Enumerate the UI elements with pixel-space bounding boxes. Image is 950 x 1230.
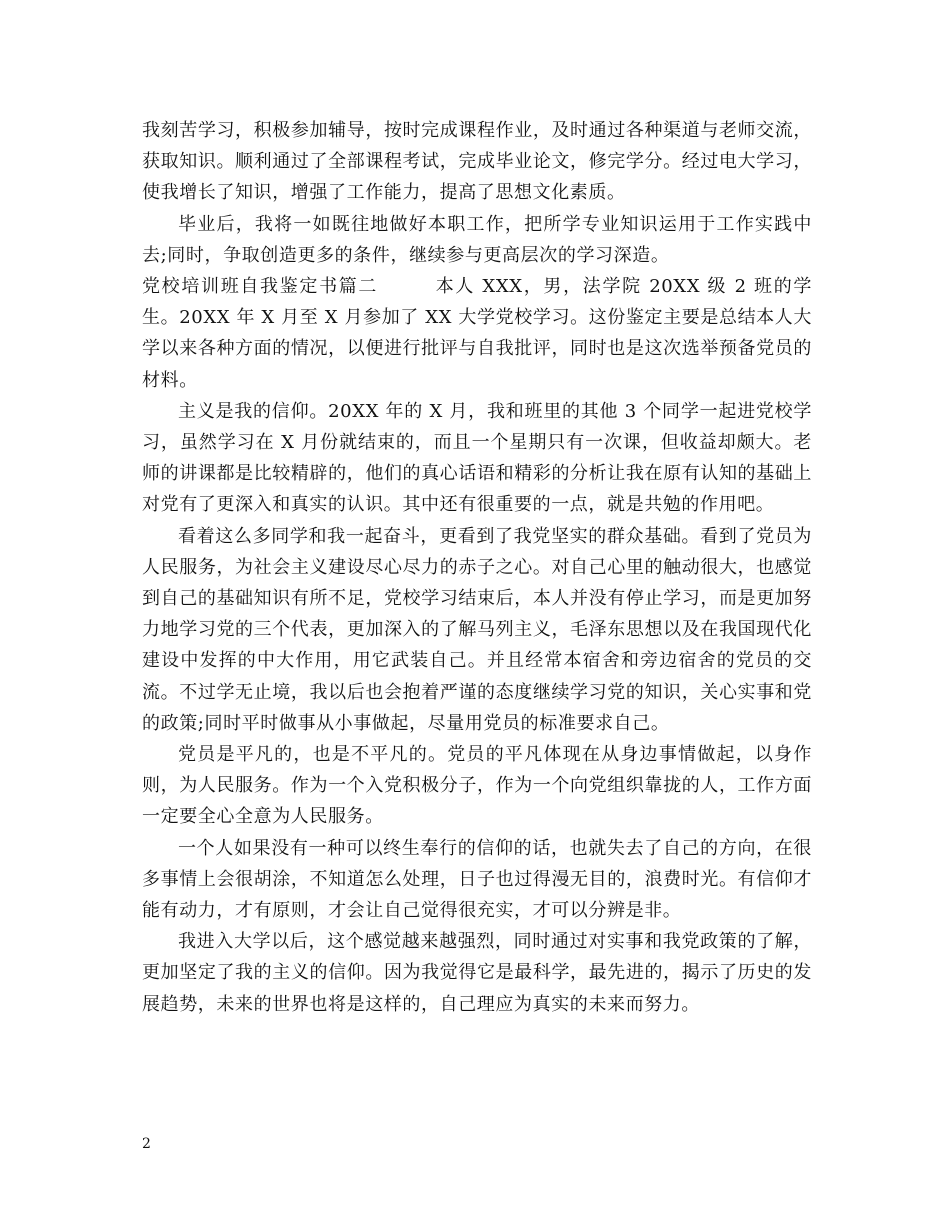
paragraph-3 (142, 271, 812, 396)
paragraph-7: 一个人如果没有一种可以终生奉行的信仰的话，也就失去了自己的方向，在很多事情上会很胡涂，不知道怎么处理，日子也过得漫无目的，浪费时光。有信仰才能有动力，才有原则，才会让自己觉得很充实，才可以分辨是非。 (142, 837, 812, 922)
paragraph-4: 主义是我的信仰。20XX 年的 X 月，我和班里的其他 3 个同学一起进党校学习，虽然学习在 X 月份就结束的，而且一个星期只有一次课，但收益却颇大。老师的讲课都是比较精辟的，他们的真心话语和精彩的分析让我在原有认知的基础上对党有了更深入和真实的认识。其中还有很重要的一点，就是共勉的作用吧。 (142, 400, 812, 516)
section-heading: 党校培训班自我鉴定书篇二 (142, 276, 379, 298)
paragraph-5: 看着这么多同学和我一起奋斗，更看到了我党坚实的群众基础。看到了党员为人民服务，为社会主义建设尽心尽力的赤子之心。对自己心里的触动很大，也感觉到自己的基础知识有所不足，党校学习结束后，本人并没有停止学习，而是更加努力地学习党的三个代表，更加深入的了解马列主义，毛泽东思想以及在我国现代化建设中发挥的中大作用，用它武装自己。并且经常本宿舍和旁边宿舍的党员的交流。不过学无止境，我以后也会抱着严谨的态度继续学习党的知识，关心实事和党的政策;同时平时做事从小事做起，尽量用党员的标准要求自己。 (142, 525, 812, 734)
paragraph-1: 我刻苦学习，积极参加辅导，按时完成课程作业，及时通过各种渠道与老师交流，获取知识。顺利通过了全部课程考试，完成毕业论文，修完学分。经过电大学习，使我增长了知识，增强了工作能力，提高了思想文化素质。 (142, 120, 812, 204)
page-number: 2 (142, 1136, 151, 1152)
paragraph-2: 毕业后，我将一如既往地做好本职工作，把所学专业知识运用于工作实践中去;同时，争取创造更多的条件，继续参与更高层次的学习深造。 (142, 213, 812, 266)
document-body (142, 115, 812, 1020)
paragraph-6: 党员是平凡的，也是不平凡的。党员的平凡体现在从身边事情做起，以身作则，为人民服务。作为一个入党积极分子，作为一个向党组织靠拢的人，工作方面一定要全心全意为人民服务。 (142, 744, 812, 828)
paragraph-8: 我进入大学以后，这个感觉越来越强烈，同时通过对实事和我党政策的了解，更加坚定了我的主义的信仰。因为我觉得它是最科学，最先进的，揭示了历史的发展趋势，未来的世界也将是这样的，自己理应为真实的未来而努力。 (142, 931, 812, 1015)
paragraph-3-text: 本人 XXX，男，法学院 20XX 级 2 班的学生。20XX 年 X 月至 X 月参加了 XX 大学党校学习。这份鉴定主要是总结本人大学以来各种方面的情况，以便进行批评与自我批评，同时也是这次选举预备党员的材料。 (142, 276, 812, 391)
